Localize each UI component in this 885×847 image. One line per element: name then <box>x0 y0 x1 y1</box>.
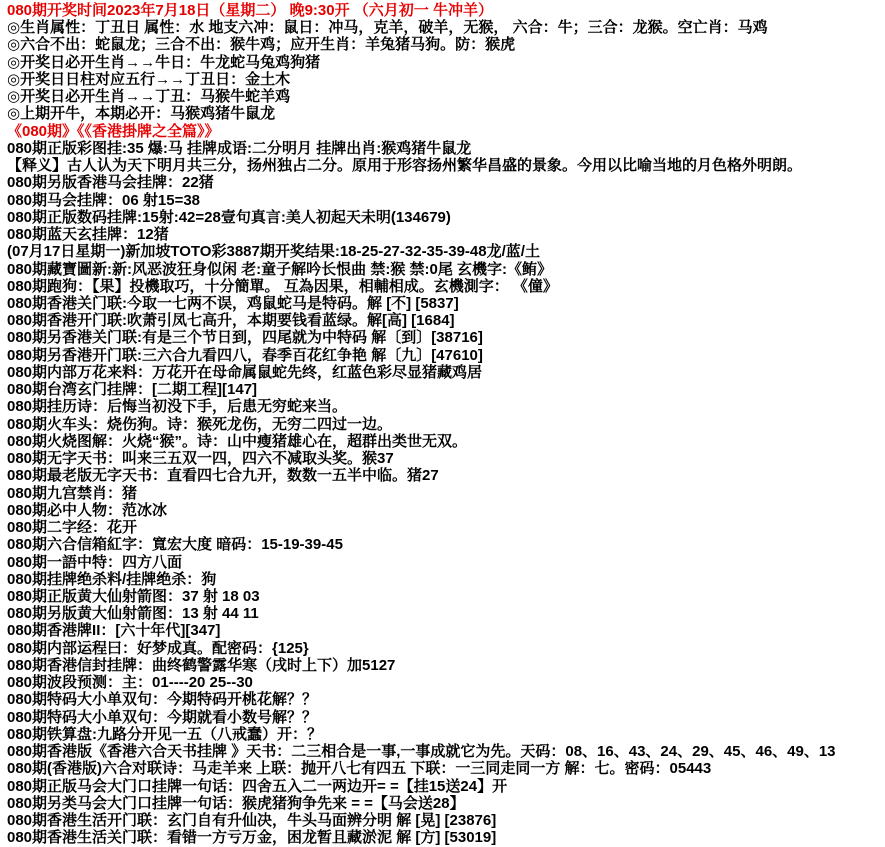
text-line: ◎上期开牛，本期必开：马猴鸡猪牛鼠龙 <box>7 105 276 123</box>
text-line: 080期另版黄大仙射箭图：13 射 44 11 <box>7 605 259 623</box>
text-line: 080期一語中特：四方八面 <box>7 553 183 571</box>
text-line: 080期跑狗：【果】投機取巧，十分簡單。 互為因果，相輔相成。玄機測字： 《僮》 <box>7 277 558 295</box>
heading-text-line: 080期开奖时间2023年7月18日（星期二） 晚9:30开 （六月初一 牛冲羊） <box>7 2 493 19</box>
text-line: 080期香港开门联:吹萧引凤七高升，本期要钱看蓝绿。解[高] [1684] <box>7 312 455 330</box>
text-line: 080期必中人物：范冰冰 <box>7 501 168 519</box>
text-line: 080期香港牌II：[六十年代][347] <box>7 622 221 640</box>
text-line: 080期(香港版)六合对联诗：马走羊来 上联：抛开八七有四五 下联：一三同走同一方 解：七。密码：05443 <box>7 760 712 778</box>
text-line: 080期香港生活开门联：玄门自有升仙决，牛头马面辨分明 解 [晃] [23876] <box>7 812 497 830</box>
text-line: 080期台湾玄门挂牌：[二期工程][147] <box>7 381 258 399</box>
text-line: ◎生肖属性：丁丑日 属性：水 地支六冲：鼠日：冲马，克羊，破羊，无猴， 六合：牛；三合：龙猴。空亡肖：马鸡 <box>7 19 768 37</box>
text-line: 080期二字经：花开 <box>7 519 138 537</box>
text-line: 080期藏寶圖新:新:风恶波狂身似闲 老:童子解吟长恨曲 禁:猴 禁:0尾 玄機字:《鲔》 <box>7 260 553 278</box>
text-line: 080期挂历诗：后悔当初没下手，后患无穷蛇来当。 <box>7 398 348 416</box>
text-line: 【释义】古人认为天下明月共三分，扬州独占二分。原用于形容扬州繁华昌盛的景象。今用以比喻当地的月色格外明朗。 <box>7 157 803 175</box>
text-line: 080期正版彩图挂:35 爆:马 挂牌成语:二分明月 挂牌出肖:猴鸡猪牛鼠龙 <box>7 139 472 157</box>
text-line: 080期特码大小单双句：今期就看小数号解？？ <box>7 708 318 726</box>
text-line: 080期另香港关门联:有是三个节日到，四尾就为中特码 解〔到〕[38716] <box>7 329 483 347</box>
text-line: 080期另香港开门联:三六合九看四八，春季百花红争艳 解〔九〕[47610] <box>7 346 483 364</box>
text-line: 080期正版数码挂牌:15射:42=28壹句真言:美人初起天未明(134679) <box>7 208 451 226</box>
text-line: 080期挂牌绝杀料/挂牌绝杀：狗 <box>7 570 217 588</box>
text-line: 080期香港关门联:今取一七两不误，鸡鼠蛇马是特码。解 [不] [5837] <box>7 294 459 312</box>
text-line: 080期最老版无字天书：直看四七合九开，数数一五半中临。猪27 <box>7 467 439 485</box>
text-line: 080期六合信箱紅字：寬宏大度 暗码：15-19-39-45 <box>7 536 343 554</box>
text-line: 080期火车头：烧伤狗。诗：猴死龙伤，无穷二四过一边。 <box>7 415 393 433</box>
text-line: ◎开奖日必开生肖→→牛日：牛龙蛇马兔鸡狗猪 <box>7 53 321 71</box>
text-line: ◎开奖日必开生肖→→丁丑：马猴牛蛇羊鸡 <box>7 88 291 106</box>
text-line: 080期香港生活关门联：看错一方亏万金，困龙暂且藏淤泥 解 [方] [53019] <box>7 829 497 847</box>
text-line: 080期正版黄大仙射箭图：37 射 18 03 <box>7 587 260 605</box>
text-line: 080期九宫禁肖：猪 <box>7 484 138 502</box>
heading-text-line: 《080期》《《香港掛牌之全篇》》 <box>7 122 220 140</box>
text-line: ◎开奖日日柱对应五行→→丁丑日：金土木 <box>7 70 291 88</box>
text-line: 080期另版香港马会挂牌：22猪 <box>7 174 214 192</box>
text-line: 080期无字天书：叫来三五双一四，四六不减取头奖。猴37 <box>7 450 394 468</box>
text-line: 080期内部万花来料：万花开在母命属鼠蛇先终，红蓝色彩尽显猪藏鸡居 <box>7 363 483 381</box>
text-line: 080期特码大小单双句：今期特码开桃花解？？ <box>7 691 318 709</box>
text-line: 080期蓝天玄挂牌：12猪 <box>7 226 169 244</box>
text-line: 080期内部运程曰：好梦成真。配密码：{125} <box>7 639 309 657</box>
text-line: 080期香港信封挂牌：曲终鹤警露华寒（戌时上下）加5127 <box>7 656 396 674</box>
text-line: 080期火烧图解：火烧“猴”。诗：山中瘦猪雄心在，超群出类世无双。 <box>7 432 468 450</box>
text-line: 080期另类马会大门口挂牌一句话：猴虎猪狗争先来 = =【马会送28】 <box>7 794 465 812</box>
text-line: ◎六合不出：蛇鼠龙；三合不出：猴牛鸡；应开生肖：羊兔猪马狗。防：猴虎 <box>7 36 516 54</box>
text-line: 080期波段预测：主：01----20 25--30 <box>7 674 253 692</box>
text-line: (07月17日星期一)新加坡TOTO彩3887期开奖结果:18-25-27-32-35-39-48龙/蓝/土 <box>7 243 540 261</box>
text-line: 080期铁算盘:九路分开见一五（八戒蠢）开：？ <box>7 725 323 743</box>
text-line: 080期香港版《香港六合天书挂牌 》天书：二三相合是一事,一事成就它为先。天码：08、16、43、24、29、45、46、49、13 <box>7 743 836 761</box>
text-line: 080期正版马会大门口挂牌一句话：四舍五入二一两边开= =【挂15送24】开 <box>7 777 508 795</box>
text-line: 080期马会挂牌：06 射15=38 <box>7 191 201 209</box>
